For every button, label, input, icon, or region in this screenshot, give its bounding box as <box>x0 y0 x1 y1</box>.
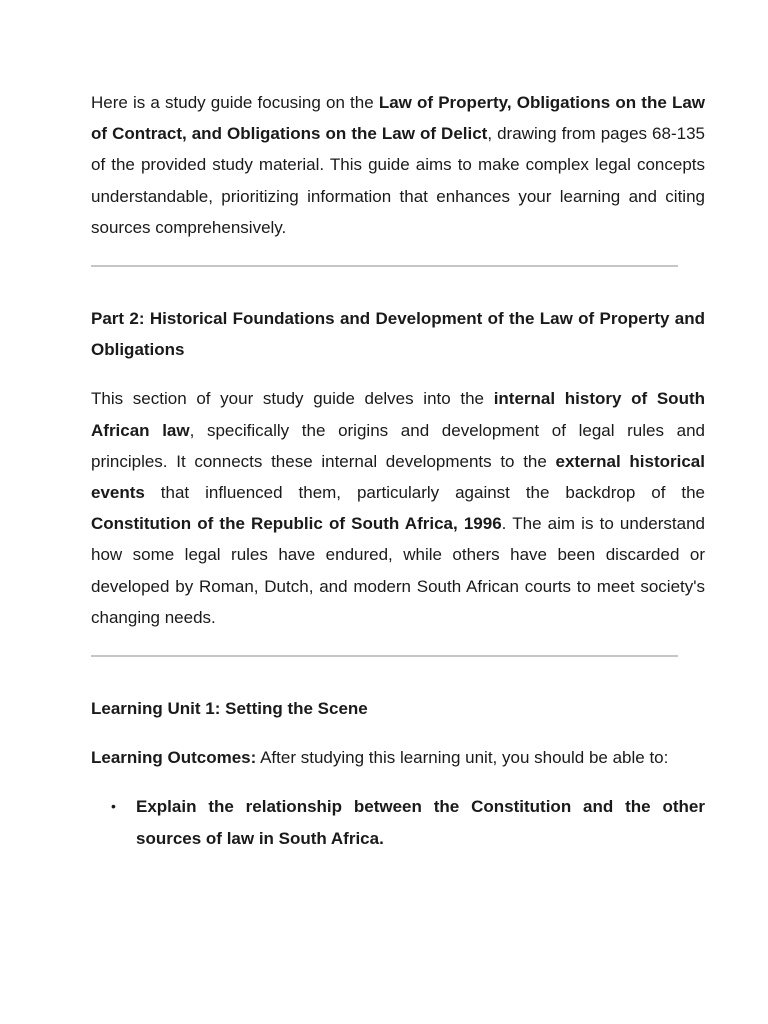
intro-paragraph <box>91 87 705 243</box>
part2-paragraph <box>91 383 705 633</box>
list-item-text: Explain the relationship between the Constitution and the other sources of law in South Africa. <box>136 797 705 848</box>
intro-text-2: , drawing from pages 68-135 of the provided study material. This guide aims to make complex legal concepts understandable, prioritizing information that enhances your learning and citing sources comprehensively. <box>91 124 705 237</box>
learning-outcomes-list <box>91 791 705 853</box>
list-item <box>91 791 705 853</box>
part2-text-3: that influenced them, particularly against the backdrop of the <box>144 483 705 503</box>
part2-bold-internal-history: internal history of South African law <box>91 389 705 440</box>
learning-outcomes-label: Learning Outcomes: <box>91 748 257 768</box>
horizontal-divider <box>91 265 678 267</box>
learning-outcomes-paragraph <box>91 742 705 773</box>
part2-text-4: . The aim is to understand how some legal rules have endured, while others have been discarded or developed by Roman, Dutch, and modern South African courts to meet society's changing needs. <box>91 514 705 627</box>
learning-outcomes-text: After studying this learning unit, you should be able to: <box>256 748 669 768</box>
part2-text-2: , specifically the origins and development of legal rules and principles. It connects these internal developments to the <box>91 420 705 471</box>
part2-heading: Part 2: Historical Foundations and Development of the Law of Property and Obligations <box>91 309 705 360</box>
intro-text-1: Here is a study guide focusing on the <box>91 93 379 112</box>
part2-bold-external-events: external historical events <box>91 451 705 503</box>
part2-bold-constitution: Constitution of the Republic of South Africa, 1996 <box>91 514 502 534</box>
learning-unit-title: Learning Unit 1: Setting the Scene <box>91 699 368 719</box>
intro-bold-topics: Law of Property, Obligations on the Law of Contract, and Obligations on the Law of Delict <box>91 93 706 144</box>
bullet-icon: • <box>111 798 116 815</box>
horizontal-divider <box>91 655 678 657</box>
part2-text-1: This section of your study guide delves into the <box>91 389 494 409</box>
document-page <box>91 87 705 854</box>
